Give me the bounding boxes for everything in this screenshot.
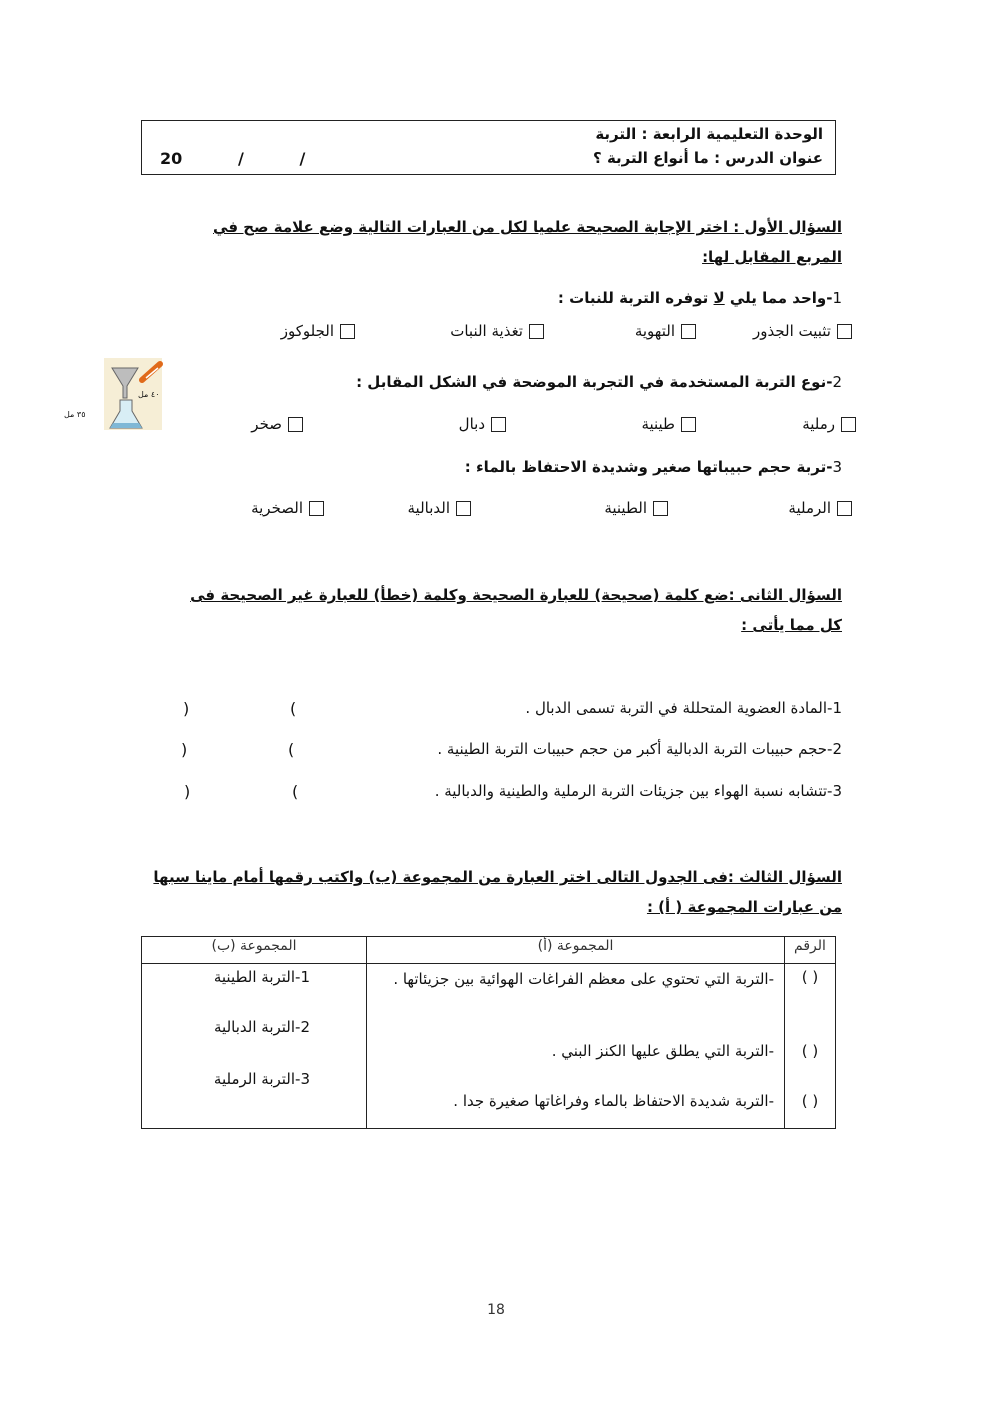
q3-title-line1: السؤال الثالث :فى الجدول التالى اختر العبارة من المجموعة (ب) واكتب رقمها أمام ماينا سبها [153,868,842,886]
q1-item1-text [558,289,842,307]
item-text: -نوع التربة المستخدمة في التجربة الموضحة في الشكل المقابل : [356,373,833,391]
option-label: تثبيت الجذور [752,322,831,340]
checkbox[interactable] [491,417,506,432]
item-number: 1 [832,289,842,307]
q1-item3-text [465,458,842,476]
option-label: دبال [458,415,485,433]
checkbox[interactable] [456,501,471,516]
item-prefix: -واحد مما يلي [724,289,833,307]
option-q1b-4[interactable] [251,415,303,433]
option-label: التهوية [634,322,675,340]
q3-title-line2: من عبارات المجموعة ( أ) : [646,898,842,916]
option-label: الجلوكوز [280,322,334,340]
tf-answer-blank-2[interactable] [198,740,283,762]
q2-title-line2: كل مما يأتى : [741,616,842,634]
tf-open-paren: ( [290,699,297,718]
option-label: الرملية [788,499,831,517]
group-b-item-1: 1-التربة الطينية [213,968,310,986]
date-field: 20 / / [160,149,306,168]
item-text: -تربة حجم حبيباتها صغير وشديدة الاحتفاظ بالماء : [464,458,833,476]
tf-statement-2: 2-حجم حبيبات التربة الدبالية أكبر من حجم حبيبات التربة الطينية . [437,740,842,758]
option-label: الدبالية [407,499,450,517]
q3-title [152,862,842,922]
checkbox[interactable] [837,501,852,516]
group-a-column [367,964,785,1129]
checkbox[interactable] [288,417,303,432]
number-column [785,964,836,1129]
tf-open-paren: ( [292,782,299,801]
option-q1c-4[interactable] [251,499,324,517]
group-b-item-3: 3-التربة الرملية [213,1070,310,1088]
item-suffix: توفره التربة للنبات : [557,289,714,307]
tf-answer-blank-1[interactable] [200,699,285,721]
option-label: رملية [802,415,835,433]
col-header-group-a: المجموعة (أ) [367,937,785,964]
checkbox[interactable] [841,417,856,432]
checkbox[interactable] [681,417,696,432]
item-number: 3 [832,458,842,476]
q2-title-line1: السؤال الثانى :ضع كلمة (صحيحة) للعبارة الصحيحة وكلمة (خطأ) للعبارة غير الصحيحة فى [190,586,842,604]
option-q1-4[interactable] [281,322,355,340]
option-q1c-1[interactable] [788,499,852,517]
option-label: تغذية النبات [450,322,523,340]
option-label: طينية [641,415,675,433]
header-box [141,120,836,175]
group-b-item-2: 2-التربة الدبالية [214,1018,310,1036]
item-number: 2 [832,373,842,391]
option-q1c-3[interactable] [408,499,472,517]
q1-title-line1: السؤال الأول : اختر الإجابة الصحيحة علميا لكل من العبارات التالية وضع علامة صح في [213,218,842,236]
option-q1b-2[interactable] [641,415,696,433]
option-q1b-1[interactable] [802,415,856,433]
group-a-item-2: -التربة التي يطلق عليها الكنز البني . [551,1042,774,1060]
table-header-row [142,937,836,964]
checkbox[interactable] [529,324,544,339]
tf-open-paren: ( [288,740,295,759]
matching-table [141,936,836,1129]
answer-blank-2[interactable]: ( ) [801,1042,819,1060]
q1-title [152,212,842,272]
col-header-number: الرقم [785,937,836,964]
group-a-item-3: -التربة شديدة الاحتفاظ بالماء وفراغاتها صغيرة جدا . [453,1092,774,1110]
tf-statement-3: 3-تتشابه نسبة الهواء بين جزيئات التربة الرملية والطينية والدبالية . [434,782,842,800]
answer-blank-1[interactable]: ( ) [801,968,819,986]
tf-answer-blank-3[interactable] [201,782,287,804]
group-a-item-1: -التربة التي تحتوي على معظم الفراغات الهوائية بين جزيئاتها . [393,970,774,988]
tf-close-paren: ) [183,699,190,718]
col-header-group-b: المجموعة (ب) [142,937,367,964]
lesson-title: عنوان الدرس : ما أنواع التربة ؟ [593,149,823,167]
page-number: 18 [487,1302,505,1318]
option-q1-2[interactable] [635,322,696,340]
tf-close-paren: ) [184,782,191,801]
option-label: الصخرية [251,499,303,517]
figure-label-bottom: ٣٥ مل [64,410,86,419]
checkbox[interactable] [309,501,324,516]
tf-statement-1: 1-المادة العضوية المتحللة في التربة تسمى الدبال . [525,699,842,717]
checkbox[interactable] [681,324,696,339]
item-emphasis: لا [713,289,725,307]
answer-blank-3[interactable]: ( ) [801,1092,819,1110]
group-b-column [142,964,367,1129]
option-label: الطينية [604,499,647,517]
q1-item2-text [356,373,842,391]
option-q1b-3[interactable] [459,415,506,433]
checkbox[interactable] [837,324,852,339]
checkbox[interactable] [653,501,668,516]
figure-label-top: ٤٠ مل [138,390,160,399]
tf-close-paren: ) [181,740,188,759]
option-q1-3[interactable] [450,322,544,340]
option-q1c-2[interactable] [604,499,668,517]
option-q1-1[interactable] [753,322,852,340]
q1-title-line2: المربع المقابل لها: [702,248,842,266]
funnel-experiment-figure [64,356,164,432]
table-body-row [142,964,836,1129]
unit-title: الوحدة التعليمية الرابعة : التربة [595,125,823,143]
checkbox[interactable] [340,324,355,339]
q2-title [152,580,842,640]
option-label: صخر [251,415,282,433]
